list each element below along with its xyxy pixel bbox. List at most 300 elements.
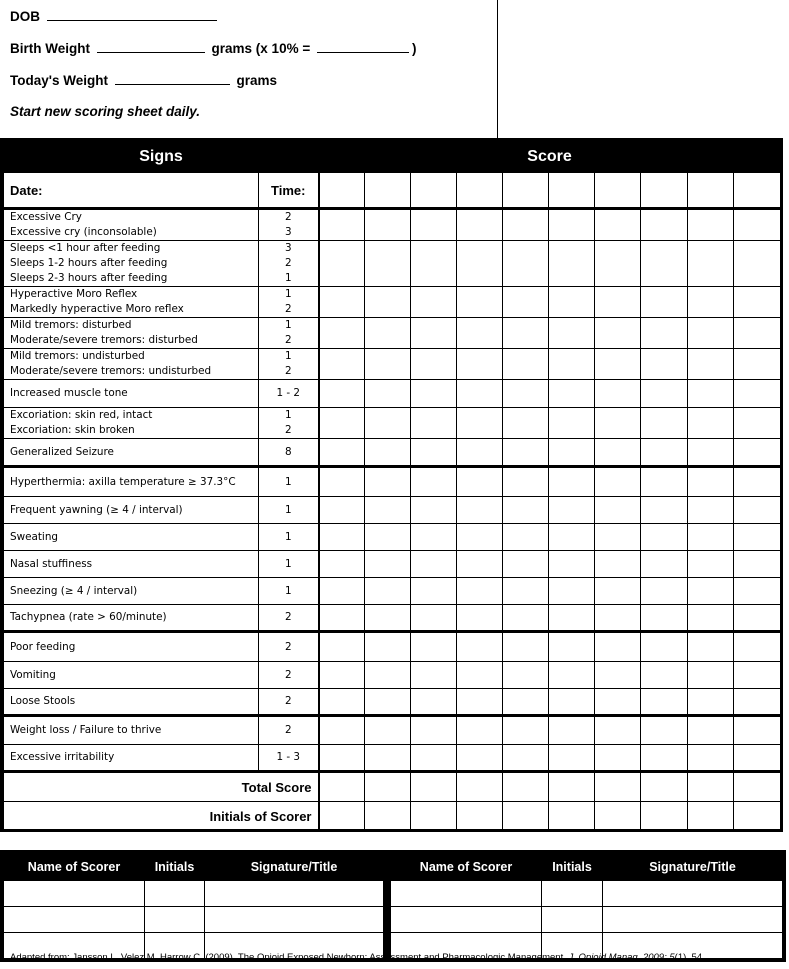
date-time-cell[interactable] <box>319 173 365 209</box>
score-cell[interactable] <box>688 632 734 662</box>
initials-of-scorer-label: Initials of Scorer <box>4 802 319 831</box>
score-cell[interactable] <box>319 605 365 632</box>
header-signs: Signs <box>4 142 319 173</box>
score-cell[interactable] <box>365 524 411 551</box>
score-cell[interactable] <box>365 578 411 605</box>
score-cell[interactable] <box>688 467 734 497</box>
score-cell[interactable] <box>503 439 549 467</box>
sign-line: Moderate/severe tremors: undisturbed <box>10 365 212 377</box>
score-cell[interactable] <box>641 318 688 349</box>
score-cell[interactable] <box>595 497 641 524</box>
score-cell[interactable] <box>595 716 641 745</box>
score-cell[interactable] <box>365 662 411 689</box>
sign-points <box>259 578 319 605</box>
score-cell[interactable] <box>319 241 365 287</box>
scorer-cell[interactable] <box>205 907 384 933</box>
initials-cell[interactable] <box>319 802 365 831</box>
score-cell[interactable] <box>411 380 457 408</box>
sign-line: Moderate/severe tremors: disturbed <box>10 334 198 346</box>
score-cell[interactable] <box>641 380 688 408</box>
score-cell[interactable] <box>595 605 641 632</box>
point-value: 8 <box>284 445 292 458</box>
sign-label <box>4 318 259 349</box>
todays-weight-field[interactable] <box>115 72 230 85</box>
initials-cell[interactable] <box>641 802 688 831</box>
score-cell[interactable] <box>503 241 549 287</box>
score-cell[interactable] <box>549 524 595 551</box>
score-cell[interactable] <box>595 745 641 772</box>
score-cell[interactable] <box>457 408 503 439</box>
score-cell[interactable] <box>688 209 734 241</box>
score-cell[interactable] <box>411 605 457 632</box>
score-cell[interactable] <box>549 497 595 524</box>
score-cell[interactable] <box>549 578 595 605</box>
score-cell[interactable] <box>549 632 595 662</box>
score-cell[interactable] <box>549 662 595 689</box>
score-cell[interactable] <box>365 716 411 745</box>
sign-points <box>259 439 319 467</box>
score-cell[interactable] <box>595 287 641 318</box>
score-cell[interactable] <box>641 605 688 632</box>
score-cell[interactable] <box>319 467 365 497</box>
score-cell[interactable] <box>595 408 641 439</box>
scorer-table-left <box>0 850 387 962</box>
sign-line: Sleeps <1 hour after feeding <box>10 242 161 254</box>
initials-cell[interactable] <box>411 802 457 831</box>
score-cell[interactable] <box>549 287 595 318</box>
score-cell[interactable] <box>641 241 688 287</box>
score-cell[interactable] <box>457 689 503 716</box>
scorer-cell[interactable] <box>145 881 205 907</box>
sign-label <box>4 209 259 241</box>
score-cell[interactable] <box>549 716 595 745</box>
score-cell[interactable] <box>503 578 549 605</box>
score-cell[interactable] <box>411 497 457 524</box>
score-cell[interactable] <box>319 745 365 772</box>
score-cell[interactable] <box>595 380 641 408</box>
score-cell[interactable] <box>503 745 549 772</box>
score-cell[interactable] <box>595 632 641 662</box>
score-cell[interactable] <box>319 349 365 380</box>
score-cell[interactable] <box>595 467 641 497</box>
score-cell[interactable] <box>688 241 734 287</box>
score-cell[interactable] <box>688 605 734 632</box>
score-cell[interactable] <box>411 551 457 578</box>
score-cell[interactable] <box>503 605 549 632</box>
sign-row <box>4 209 781 241</box>
date-time-cell[interactable] <box>734 173 781 209</box>
score-cell[interactable] <box>365 349 411 380</box>
score-cell[interactable] <box>549 349 595 380</box>
score-cell[interactable] <box>734 408 781 439</box>
score-cell[interactable] <box>688 408 734 439</box>
score-cell[interactable] <box>549 745 595 772</box>
initials-cell[interactable] <box>503 802 549 831</box>
score-cell[interactable] <box>688 551 734 578</box>
date-time-cell[interactable] <box>688 173 734 209</box>
score-cell[interactable] <box>365 467 411 497</box>
score-cell[interactable] <box>411 578 457 605</box>
sign-points <box>259 497 319 524</box>
score-cell[interactable] <box>411 209 457 241</box>
score-cell[interactable] <box>411 318 457 349</box>
sign-row <box>4 605 781 632</box>
score-cell[interactable] <box>641 632 688 662</box>
score-cell[interactable] <box>411 408 457 439</box>
sign-row <box>4 287 781 318</box>
score-cell[interactable] <box>641 497 688 524</box>
score-cell[interactable] <box>457 209 503 241</box>
score-cell[interactable] <box>319 380 365 408</box>
score-cell[interactable] <box>411 439 457 467</box>
score-cell[interactable] <box>688 578 734 605</box>
score-cell[interactable] <box>549 318 595 349</box>
score-cell[interactable] <box>688 524 734 551</box>
score-cell[interactable] <box>457 467 503 497</box>
score-cell[interactable] <box>688 497 734 524</box>
score-cell[interactable] <box>688 689 734 716</box>
score-cell[interactable] <box>457 241 503 287</box>
score-cell[interactable] <box>457 318 503 349</box>
score-cell[interactable] <box>457 716 503 745</box>
scorer-header: Initials <box>145 854 205 881</box>
score-cell[interactable] <box>641 578 688 605</box>
point-value: 2 <box>284 334 292 346</box>
initials-cell[interactable] <box>549 802 595 831</box>
score-cell[interactable] <box>457 605 503 632</box>
score-cell[interactable] <box>734 497 781 524</box>
score-cell[interactable] <box>411 287 457 318</box>
score-cell[interactable] <box>411 632 457 662</box>
sign-points <box>259 241 319 287</box>
total-score-cell[interactable] <box>641 772 688 802</box>
date-time-cell[interactable] <box>365 173 411 209</box>
score-cell[interactable] <box>365 497 411 524</box>
score-cell[interactable] <box>734 467 781 497</box>
scorer-cell[interactable] <box>603 907 783 933</box>
score-cell[interactable] <box>457 287 503 318</box>
scorer-header: Initials <box>542 854 603 881</box>
score-cell[interactable] <box>411 689 457 716</box>
score-cell[interactable] <box>365 209 411 241</box>
score-cell[interactable] <box>688 439 734 467</box>
score-cell[interactable] <box>365 689 411 716</box>
score-cell[interactable] <box>595 689 641 716</box>
total-score-cell[interactable] <box>688 772 734 802</box>
sign-label <box>4 689 259 716</box>
sign-line: Excessive Cry <box>10 211 82 223</box>
score-cell[interactable] <box>688 287 734 318</box>
sign-row <box>4 662 781 689</box>
scorer-header: Name of Scorer <box>4 854 145 881</box>
sign-points <box>259 287 319 318</box>
total-score-cell[interactable] <box>411 772 457 802</box>
scorer-cell[interactable] <box>4 907 145 933</box>
initials-cell[interactable] <box>734 802 781 831</box>
score-cell[interactable] <box>365 745 411 772</box>
score-cell[interactable] <box>457 380 503 408</box>
score-cell[interactable] <box>503 349 549 380</box>
score-cell[interactable] <box>549 605 595 632</box>
score-cell[interactable] <box>457 662 503 689</box>
scorer-cell[interactable] <box>603 881 783 907</box>
score-cell[interactable] <box>457 497 503 524</box>
score-cell[interactable] <box>734 662 781 689</box>
scorer-cell[interactable] <box>145 907 205 933</box>
score-cell[interactable] <box>595 439 641 467</box>
score-cell[interactable] <box>319 209 365 241</box>
dob-field[interactable] <box>47 8 217 21</box>
score-cell[interactable] <box>641 689 688 716</box>
score-cell[interactable] <box>503 467 549 497</box>
score-cell[interactable] <box>549 551 595 578</box>
total-score-cell[interactable] <box>595 772 641 802</box>
sign-line: Excessive irritability <box>10 751 115 763</box>
score-cell[interactable] <box>319 578 365 605</box>
score-cell[interactable] <box>641 349 688 380</box>
score-cell[interactable] <box>734 605 781 632</box>
sign-points <box>259 716 319 745</box>
score-cell[interactable] <box>734 209 781 241</box>
score-cell[interactable] <box>595 241 641 287</box>
score-cell[interactable] <box>503 716 549 745</box>
scorer-cell[interactable] <box>4 881 145 907</box>
score-cell[interactable] <box>319 439 365 467</box>
date-time-cell[interactable] <box>411 173 457 209</box>
score-cell[interactable] <box>365 408 411 439</box>
date-time-cell[interactable] <box>503 173 549 209</box>
total-score-cell[interactable] <box>365 772 411 802</box>
point-value: 2 <box>284 424 292 436</box>
score-cell[interactable] <box>641 467 688 497</box>
score-cell[interactable] <box>319 716 365 745</box>
sign-points <box>259 745 319 772</box>
sign-label <box>4 632 259 662</box>
citation-issue: (1), 54 <box>674 952 703 963</box>
citation <box>10 952 702 963</box>
score-cell[interactable] <box>549 408 595 439</box>
score-cell[interactable] <box>734 349 781 380</box>
score-cell[interactable] <box>688 662 734 689</box>
summary-row <box>4 802 781 831</box>
summary-row <box>4 772 781 802</box>
score-cell[interactable] <box>641 524 688 551</box>
score-cell[interactable] <box>549 209 595 241</box>
score-cell[interactable] <box>688 745 734 772</box>
total-score-cell[interactable] <box>503 772 549 802</box>
initials-cell[interactable] <box>688 802 734 831</box>
score-cell[interactable] <box>734 439 781 467</box>
score-cell[interactable] <box>365 380 411 408</box>
score-cell[interactable] <box>734 716 781 745</box>
sign-points <box>259 524 319 551</box>
sign-label <box>4 349 259 380</box>
scorer-row <box>4 907 384 933</box>
sign-label <box>4 605 259 632</box>
score-cell[interactable] <box>411 524 457 551</box>
point-value: 2 <box>284 211 292 223</box>
scorer-cell[interactable] <box>391 907 542 933</box>
score-cell[interactable] <box>503 689 549 716</box>
point-value: 2 <box>284 611 292 623</box>
sign-line: Sleeps 1-2 hours after feeding <box>10 257 168 269</box>
initials-cell[interactable] <box>365 802 411 831</box>
score-cell[interactable] <box>503 287 549 318</box>
score-cell[interactable] <box>411 716 457 745</box>
sign-points <box>259 689 319 716</box>
score-cell[interactable] <box>734 524 781 551</box>
info-divider <box>497 0 498 138</box>
score-cell[interactable] <box>457 632 503 662</box>
score-cell[interactable] <box>641 551 688 578</box>
sign-line: Poor feeding <box>10 640 76 653</box>
score-cell[interactable] <box>688 380 734 408</box>
birth-weight-field[interactable] <box>97 40 205 53</box>
point-value: 1 <box>284 503 292 516</box>
sign-label <box>4 380 259 408</box>
score-cell[interactable] <box>734 745 781 772</box>
score-cell[interactable] <box>319 689 365 716</box>
score-cell[interactable] <box>457 745 503 772</box>
score-cell[interactable] <box>595 349 641 380</box>
score-cell[interactable] <box>319 318 365 349</box>
score-cell[interactable] <box>319 524 365 551</box>
total-score-cell[interactable] <box>734 772 781 802</box>
score-cell[interactable] <box>503 408 549 439</box>
patient-info <box>10 8 416 136</box>
score-cell[interactable] <box>549 241 595 287</box>
score-cell[interactable] <box>549 380 595 408</box>
scorer-cell[interactable] <box>205 881 384 907</box>
score-cell[interactable] <box>411 349 457 380</box>
score-cell[interactable] <box>365 287 411 318</box>
score-cell[interactable] <box>365 241 411 287</box>
sign-points <box>259 632 319 662</box>
score-cell[interactable] <box>641 662 688 689</box>
score-cell[interactable] <box>595 578 641 605</box>
score-cell[interactable] <box>734 318 781 349</box>
date-time-cell[interactable] <box>549 173 595 209</box>
score-cell[interactable] <box>641 439 688 467</box>
score-cell[interactable] <box>503 632 549 662</box>
score-cell[interactable] <box>503 524 549 551</box>
sign-label <box>4 716 259 745</box>
total-score-cell[interactable] <box>549 772 595 802</box>
score-cell[interactable] <box>595 318 641 349</box>
score-cell[interactable] <box>457 524 503 551</box>
score-cell[interactable] <box>549 439 595 467</box>
score-cell[interactable] <box>503 209 549 241</box>
score-cell[interactable] <box>503 497 549 524</box>
sign-row <box>4 689 781 716</box>
score-cell[interactable] <box>503 318 549 349</box>
date-time-cell[interactable] <box>595 173 641 209</box>
score-cell[interactable] <box>595 209 641 241</box>
score-cell[interactable] <box>457 578 503 605</box>
initials-cell[interactable] <box>457 802 503 831</box>
sign-row <box>4 241 781 287</box>
score-cell[interactable] <box>734 287 781 318</box>
score-cell[interactable] <box>734 380 781 408</box>
score-cell[interactable] <box>688 716 734 745</box>
score-cell[interactable] <box>319 632 365 662</box>
point-value: 1 - 2 <box>276 387 301 399</box>
score-cell[interactable] <box>319 408 365 439</box>
score-cell[interactable] <box>457 349 503 380</box>
score-cell[interactable] <box>411 241 457 287</box>
score-cell[interactable] <box>641 209 688 241</box>
score-cell[interactable] <box>411 467 457 497</box>
sign-points <box>259 551 319 578</box>
sign-row <box>4 408 781 439</box>
sign-line: Mild tremors: undisturbed <box>10 350 145 362</box>
sign-label <box>4 578 259 605</box>
sign-points <box>259 318 319 349</box>
score-cell[interactable] <box>319 662 365 689</box>
score-cell[interactable] <box>734 632 781 662</box>
score-cell[interactable] <box>549 467 595 497</box>
score-cell[interactable] <box>641 287 688 318</box>
score-cell[interactable] <box>365 605 411 632</box>
score-cell[interactable] <box>641 716 688 745</box>
score-cell[interactable] <box>457 439 503 467</box>
score-cell[interactable] <box>411 662 457 689</box>
scorer-cell[interactable] <box>542 881 603 907</box>
sign-line: Generalized Seizure <box>10 445 114 458</box>
score-cell[interactable] <box>457 551 503 578</box>
score-cell[interactable] <box>365 632 411 662</box>
score-cell[interactable] <box>319 497 365 524</box>
sign-line: Vomiting <box>10 668 56 681</box>
score-cell[interactable] <box>595 662 641 689</box>
point-value: 1 <box>284 288 292 300</box>
scorer-cell[interactable] <box>542 907 603 933</box>
score-cell[interactable] <box>734 551 781 578</box>
score-cell[interactable] <box>549 689 595 716</box>
score-cell[interactable] <box>641 745 688 772</box>
score-cell[interactable] <box>365 551 411 578</box>
score-cell[interactable] <box>319 551 365 578</box>
score-cell[interactable] <box>734 689 781 716</box>
score-cell[interactable] <box>595 551 641 578</box>
scorer-cell[interactable] <box>391 881 542 907</box>
score-cell[interactable] <box>641 408 688 439</box>
total-score-cell[interactable] <box>319 772 365 802</box>
sign-points <box>259 349 319 380</box>
score-cell[interactable] <box>411 745 457 772</box>
scorer-row <box>4 881 384 907</box>
score-cell[interactable] <box>734 241 781 287</box>
total-score-cell[interactable] <box>457 772 503 802</box>
score-cell[interactable] <box>503 380 549 408</box>
ten-percent-field[interactable] <box>317 40 409 53</box>
instruction-text: Start new scoring sheet daily. <box>10 104 201 119</box>
score-cell[interactable] <box>688 318 734 349</box>
sign-row <box>4 439 781 467</box>
score-cell[interactable] <box>503 551 549 578</box>
date-time-cell[interactable] <box>457 173 503 209</box>
score-cell[interactable] <box>365 439 411 467</box>
date-time-cell[interactable] <box>641 173 688 209</box>
score-cell[interactable] <box>595 524 641 551</box>
todays-weight-unit: grams <box>236 73 278 88</box>
score-cell[interactable] <box>319 287 365 318</box>
score-cell[interactable] <box>734 578 781 605</box>
score-cell[interactable] <box>503 662 549 689</box>
score-cell[interactable] <box>365 318 411 349</box>
score-cell[interactable] <box>688 349 734 380</box>
initials-cell[interactable] <box>595 802 641 831</box>
